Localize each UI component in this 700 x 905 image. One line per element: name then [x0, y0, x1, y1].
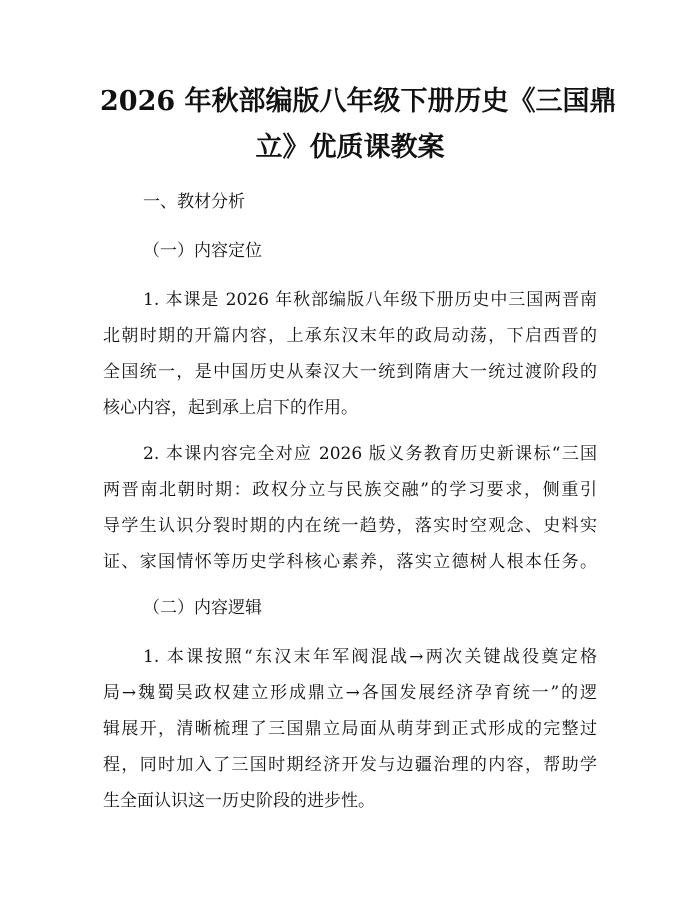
paragraph-3-line-5: 生全面认识这一历史阶段的进步性。: [103, 791, 375, 811]
paragraph-1-line-2: 北朝时期的开篇内容，上承东汉末年的政局动荡，下启西晋的: [103, 326, 597, 346]
paragraph-3-line-1: 1. 本课按照“东汉末年军阀混战→两次关键战役奠定格: [143, 647, 597, 667]
paragraph-2-line-4: 证、家国情怀等历史学科核心素养，落实立德树人根本任务。: [103, 552, 597, 572]
document-title-line-2: 立》优质课教案: [255, 132, 445, 163]
paragraph-3-line-4: 程，同时加入了三国时期经济开发与边疆治理的内容，帮助学: [103, 755, 597, 775]
paragraph-1-line-3: 全国统一，是中国历史从秦汉大一统到隋唐大一统过渡阶段的: [103, 362, 597, 382]
subsection-heading-content-logic: （二）内容逻辑: [143, 598, 262, 618]
paragraph-3-line-3: 辑展开，清晰梳理了三国鼎立局面从萌芽到正式形成的完整过: [103, 719, 597, 739]
subsection-heading-content-positioning: （一）内容定位: [143, 241, 262, 261]
paragraph-2-line-3: 导学生认识分裂时期的内在统一趋势，落实时空观念、史料实: [103, 516, 597, 536]
paragraph-1-line-4: 核心内容，起到承上启下的作用。: [103, 398, 358, 418]
document-title-line-1: 2026 年秋部编版八年级下册历史《三国鼎: [100, 86, 617, 117]
paragraph-3-line-2: 局→魏蜀吴政权建立形成鼎立→各国发展经济孕育统一”的逻: [103, 683, 597, 703]
paragraph-1-line-1: 1. 本课是 2026 年秋部编版八年级下册历史中三国两晋南: [143, 290, 597, 310]
section-heading-teaching-material-analysis: 一、教材分析: [143, 192, 245, 212]
paragraph-2-line-1: 2. 本课内容完全对应 2026 版义务教育历史新课标“三国: [143, 444, 597, 464]
paragraph-2-line-2: 两晋南北朝时期：政权分立与民族交融”的学习要求，侧重引: [103, 480, 597, 500]
